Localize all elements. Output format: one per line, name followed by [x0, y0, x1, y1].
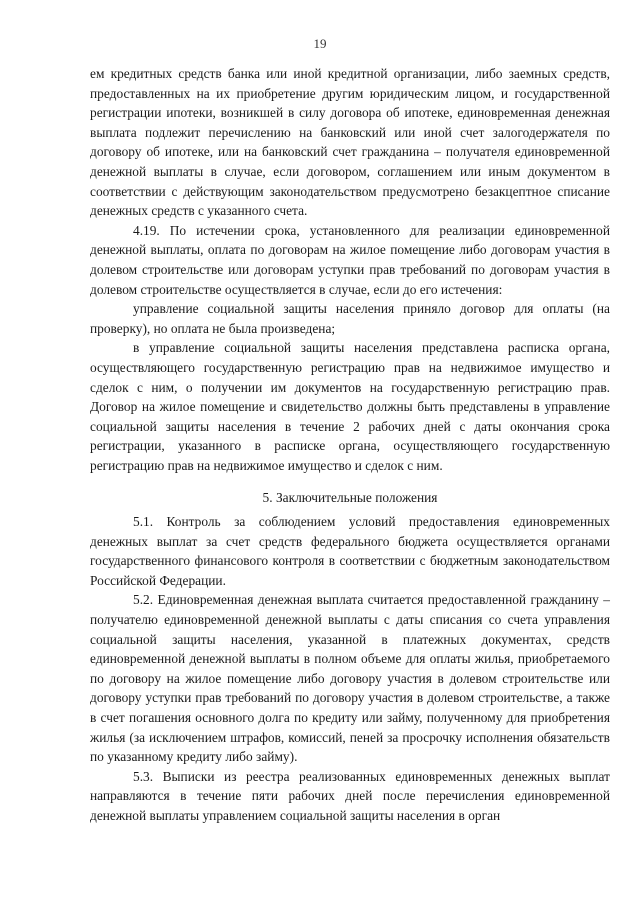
paragraph-4-19: 4.19. По истечении срока, установленного для реализации единовременной денежной выплаты, оплата по договорам на жилое помещение либо договорам участия в долевом строительстве или договорам уступки прав требований по договорам участия в долевом строительстве осуществляется в случае, если до его истечения: [90, 222, 610, 297]
paragraph-5-1: 5.1. Контроль за соблюдением условий предоставления единовременных денежных выплат за счет средств федерального бюджета осуществляется органами государственного финансового контроля в соответствии с бюджетным законодательством Российской Федерации. [90, 514, 610, 588]
paragraph-5-3: 5.3. Выписки из реестра реализованных единовременных денежных выплат направляются в течение пяти рабочих дней после перечисления единовременной денежной выплаты управлением социальной защиты населения в орган [90, 768, 610, 823]
paragraph-4-19-item-2: в управление социальной защиты населения представлена расписка органа, осуществляющего государственную регистрацию прав на недвижимое имущество и сделок с ним, о получении им документов на государственную регистрацию прав. Договор на жилое помещение и свидетельство должны быть представлены в управление социальной защиты населения в течение 2 рабочих дней с даты окончания срока регистрации, указанного в расписке органа, осуществляющего государственную регистрацию прав на недвижимое имущество и сделок с ним. [90, 340, 610, 473]
paragraph-4-19-item-1: управление социальной защиты населения приняло договор для оплаты (на проверку), но оплата не была произведена; [90, 301, 610, 336]
paragraph-5-2: 5.2. Единовременная денежная выплата считается предоставленной гражданину – получателю единовременной денежной выплаты с даты списания со счета управления социальной защиты населения, указанной в платежных документах, средств единовременной денежной выплаты в полном объеме для оплаты жилья, приобретаемого по договору на жилое помещение либо договору участия в долевом строительстве или договору уступки прав требований по договору участия в долевом строительстве, а также в счет погашения основного долга по кредиту или займу, полученному для приобретения жилья (за исключением штрафов, комиссий, пеней за просрочку исполнения обязательств по указанному кредиту либо займу). [90, 592, 610, 765]
paragraph-continuation: ем кредитных средств банка или иной кредитной организации, либо заемных средств, предоставленных на их приобретение другим юридическим лицом, и государственной регистрации ипотеки, возникшей в силу договора об ипотеке, единовременная денежная выплата подлежит перечислению на банковский или иной счет залогодержателя по договору об ипотеке, или на банковский счет гражданина – получателя единовременной денежной выплаты в случае, если договором, соглашением или иным документом в соответствии с действующим законодательством предусмотрено безакцептное списание денежных средств с указанного счета. [90, 66, 610, 219]
section-heading: 5. Заключительные положения [262, 490, 438, 505]
top-text-block [90, 64, 610, 475]
bottom-text-block [90, 512, 610, 826]
page-number: 19 [313, 36, 327, 51]
